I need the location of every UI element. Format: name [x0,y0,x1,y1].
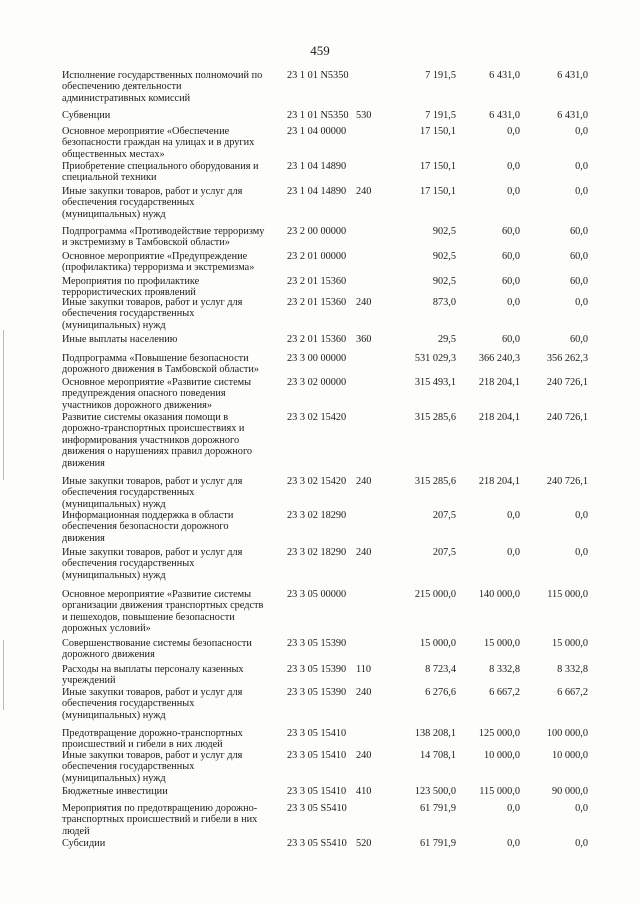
row-name-line: участников дорожного движения» [62,399,213,411]
row-value-3: 6 667,2 [557,687,588,698]
row-value-3: 60,0 [569,334,588,345]
row-name-line: административных комиссий [62,92,191,104]
row-value-2: 0,0 [507,161,520,172]
row-name-line: людей [62,825,90,837]
row-code: 23 3 05 S5410 [287,838,347,849]
row-code: 23 2 01 00000 [287,251,347,262]
row-name [62,412,282,469]
row-value-2: 60,0 [501,251,520,262]
scan-margin-mark [3,640,4,710]
row-value-3: 240 726,1 [546,476,588,487]
row-value-1: 902,5 [432,251,456,262]
row-name-line: (муниципальных) нужд [62,208,166,220]
row-name [62,377,282,411]
row-name-line: обеспечения государственных [62,761,195,773]
row-value-3: 0,0 [575,161,588,172]
row-value-2: 0,0 [507,297,520,308]
row-code: 23 3 02 18290 [287,547,347,558]
row-name-line: дорожного движения [62,649,155,661]
page-number: 459 [310,43,330,58]
row-value-3: 6 431,0 [557,110,588,121]
row-value-3: 100 000,0 [546,728,588,739]
row-name-line: транспортных происшествий и гибели в них [62,814,258,826]
row-value-1: 315 285,6 [414,476,456,487]
row-name-line: (муниципальных) нужд [62,709,166,721]
row-value-1: 29,5 [437,334,456,345]
row-expense-type: 530 [356,110,372,121]
row-code: 23 2 01 15360 [287,297,347,308]
row-value-1: 17 150,1 [419,161,456,172]
row-value-3: 0,0 [575,186,588,197]
row-value-3: 60,0 [569,251,588,262]
row-value-3: 0,0 [575,803,588,814]
row-name [62,786,282,797]
row-expense-type: 240 [356,750,372,761]
row-name [62,276,282,299]
row-value-2: 218 204,1 [478,377,520,388]
row-value-2: 60,0 [501,226,520,237]
row-value-3: 356 262,3 [546,353,588,364]
row-value-2: 218 204,1 [478,412,520,423]
row-name-line: (профилактика) терроризма и экстремизма» [62,262,255,274]
row-name-line: Иные закупки товаров, работ и услуг для [62,297,243,308]
row-name-line: обеспечению деятельности [62,81,182,93]
row-name [62,750,282,784]
row-name-line: Субвенции [62,110,111,121]
row-name-line: (муниципальных) нужд [62,498,166,510]
row-value-1: 7 191,5 [425,110,456,121]
row-name [62,126,282,160]
row-value-1: 315 285,6 [414,412,456,423]
row-name-line: Иные закупки товаров, работ и услуг для [62,687,243,698]
row-name-line: Исполнение государственных полномочий по [62,70,263,81]
row-value-2: 366 240,3 [478,353,520,364]
row-value-1: 17 150,1 [419,126,456,137]
row-name [62,589,282,635]
scan-margin-mark [3,330,4,480]
row-name-line: Иные закупки товаров, работ и услуг для [62,750,243,761]
row-name-line: Основное мероприятие «Обеспечение [62,126,230,137]
row-name-line: террористических проявлений [62,287,196,299]
row-name [62,687,282,721]
row-name [62,638,282,661]
row-name [62,297,282,331]
row-name-line: и экстремизму в Тамбовской области» [62,237,230,249]
row-name-line: движения [62,457,105,469]
row-code: 23 2 00 00000 [287,226,347,237]
row-value-2: 140 000,0 [478,589,520,600]
row-name-line: Подпрограмма «Повышение безопасности [62,353,249,364]
row-value-1: 61 791,9 [419,803,456,814]
row-expense-type: 240 [356,547,372,558]
row-value-1: 315 493,1 [414,377,456,388]
row-name-line: (муниципальных) нужд [62,319,166,331]
row-name-line: организации движения транспортных средств [62,600,264,612]
row-name [62,547,282,581]
row-value-3: 0,0 [575,297,588,308]
row-value-3: 60,0 [569,276,588,287]
row-value-3: 10 000,0 [551,750,588,761]
row-code: 23 2 01 15360 [287,276,347,287]
row-name [62,226,282,249]
row-name-line: дорожных условий» [62,623,151,635]
row-name-line: и пешеходов, повышение безопасности [62,611,235,623]
row-value-3: 8 332,8 [557,664,588,675]
row-name [62,510,282,544]
row-value-2: 6 431,0 [489,110,520,121]
row-name-line: специальной техники [62,172,157,184]
row-value-1: 902,5 [432,226,456,237]
row-name-line: Приобретение специального оборудования и [62,161,259,172]
row-value-2: 60,0 [501,276,520,287]
row-name [62,161,282,184]
row-name-line: учреждений [62,675,116,687]
row-value-3: 6 431,0 [557,70,588,81]
row-value-1: 17 150,1 [419,186,456,197]
row-value-3: 0,0 [575,547,588,558]
row-name-line: Иные закупки товаров, работ и услуг для [62,547,243,558]
row-value-1: 61 791,9 [419,838,456,849]
row-name-line: обеспечения государственных [62,197,195,209]
row-value-2: 218 204,1 [478,476,520,487]
row-code: 23 1 04 00000 [287,126,347,137]
row-name-line: происшествий и гибели в них людей [62,739,223,751]
row-name [62,803,282,837]
row-code: 23 3 00 00000 [287,353,347,364]
row-code: 23 3 05 15390 [287,664,347,675]
row-name [62,70,282,104]
row-code: 23 3 05 00000 [287,589,347,600]
row-value-1: 873,0 [432,297,456,308]
row-name-line: дорожного движения в Тамбовской области» [62,364,259,376]
row-value-2: 8 332,8 [489,664,520,675]
row-code: 23 1 04 14890 [287,161,347,172]
row-code: 23 3 05 15390 [287,638,347,649]
row-code: 23 3 05 15390 [287,687,347,698]
row-name [62,186,282,220]
row-value-1: 207,5 [432,510,456,521]
row-expense-type: 240 [356,297,372,308]
row-expense-type: 110 [356,664,372,675]
row-name-line: (муниципальных) нужд [62,772,166,784]
row-expense-type: 240 [356,476,372,487]
row-value-2: 0,0 [507,186,520,197]
row-value-2: 115 000,0 [479,786,520,797]
row-value-2: 0,0 [507,803,520,814]
row-name-line: Информационная поддержка в области [62,510,234,521]
row-name-line: Мероприятия по предотвращению дорожно- [62,803,258,814]
row-value-3: 0,0 [575,126,588,137]
row-value-3: 0,0 [575,510,588,521]
row-code: 23 3 05 S5410 [287,803,347,814]
row-value-1: 6 276,6 [425,687,456,698]
row-code: 23 1 01 N5350 [287,110,349,121]
row-name-line: обеспечения государственных [62,698,195,710]
row-value-2: 60,0 [501,334,520,345]
row-name-line: Подпрограмма «Противодействие терроризму [62,226,265,237]
row-name-line: безопасности граждан на улицах и в других [62,137,255,149]
row-name-line: (муниципальных) нужд [62,569,166,581]
row-value-1: 8 723,4 [425,664,456,675]
row-name-line: движения о нарушениях правил дорожного [62,446,253,458]
row-name-line: предупреждения опасного поведения [62,388,226,400]
row-name-line: Предотвращение дорожно-транспортных [62,728,243,739]
row-value-3: 60,0 [569,226,588,237]
row-value-2: 10 000,0 [483,750,520,761]
row-name-line: Иные закупки товаров, работ и услуг для [62,476,243,487]
row-expense-type: 360 [356,334,372,345]
row-value-1: 138 208,1 [414,728,456,739]
row-value-1: 123 500,0 [414,786,456,797]
row-value-3: 115 000,0 [547,589,588,600]
row-name-line: Субсидии [62,838,106,849]
row-name-line: общественных местах» [62,148,165,160]
row-name-line: Основное мероприятие «Развитие системы [62,377,252,388]
row-code: 23 1 01 N5350 [287,70,349,81]
row-value-3: 15 000,0 [551,638,588,649]
row-name-line: обеспечения государственных [62,487,195,499]
row-name-line: Иные выплаты населению [62,334,178,345]
row-code: 23 3 02 15420 [287,412,347,423]
row-value-1: 215 000,0 [414,589,456,600]
row-code: 23 3 05 15410 [287,750,347,761]
row-name-line: движения [62,532,105,544]
row-code: 23 3 02 00000 [287,377,347,388]
row-code: 23 3 05 15410 [287,786,347,797]
row-name-line: информирования участников дорожного [62,434,240,446]
row-value-3: 90 000,0 [551,786,588,797]
row-name-line: Основное мероприятие «Развитие системы [62,589,252,600]
row-value-2: 15 000,0 [483,638,520,649]
row-value-2: 6 667,2 [489,687,520,698]
row-value-2: 0,0 [507,126,520,137]
row-code: 23 2 01 15360 [287,334,347,345]
row-name-line: Бюджетные инвестиции [62,786,168,797]
row-name-line: Иные закупки товаров, работ и услуг для [62,186,243,197]
row-value-2: 125 000,0 [478,728,520,739]
row-name [62,353,282,376]
row-name [62,110,282,121]
row-value-1: 207,5 [432,547,456,558]
row-value-1: 531 029,3 [414,353,456,364]
row-value-1: 902,5 [432,276,456,287]
row-expense-type: 410 [356,786,372,797]
row-code: 23 1 04 14890 [287,186,347,197]
row-value-2: 0,0 [507,838,520,849]
row-name-line: обеспечения безопасности дорожного [62,521,229,533]
row-expense-type: 240 [356,186,372,197]
row-name-line: Основное мероприятие «Предупреждение [62,251,248,262]
row-name [62,728,282,751]
row-name-line: дорожно-транспортных происшествиях и [62,423,245,435]
row-name [62,664,282,687]
row-value-2: 6 431,0 [489,70,520,81]
row-name-line: Совершенствование системы безопасности [62,638,252,649]
row-value-3: 240 726,1 [546,412,588,423]
row-name [62,334,282,345]
row-name-line: Мероприятия по профилактике [62,276,200,287]
row-code: 23 3 02 18290 [287,510,347,521]
row-expense-type: 520 [356,838,372,849]
row-value-1: 15 000,0 [419,638,456,649]
row-value-1: 7 191,5 [425,70,456,81]
row-name-line: обеспечения государственных [62,308,195,320]
row-code: 23 3 02 15420 [287,476,347,487]
row-value-2: 0,0 [507,547,520,558]
row-name [62,838,282,849]
row-code: 23 3 05 15410 [287,728,347,739]
row-name [62,476,282,510]
row-name-line: Расходы на выплаты персоналу казенных [62,664,244,675]
row-value-3: 0,0 [575,838,588,849]
row-name [62,251,282,274]
row-value-1: 14 708,1 [419,750,456,761]
row-expense-type: 240 [356,687,372,698]
row-value-3: 240 726,1 [546,377,588,388]
row-name-line: обеспечения государственных [62,558,195,570]
row-value-2: 0,0 [507,510,520,521]
row-name-line: Развитие системы оказания помощи в [62,412,229,423]
